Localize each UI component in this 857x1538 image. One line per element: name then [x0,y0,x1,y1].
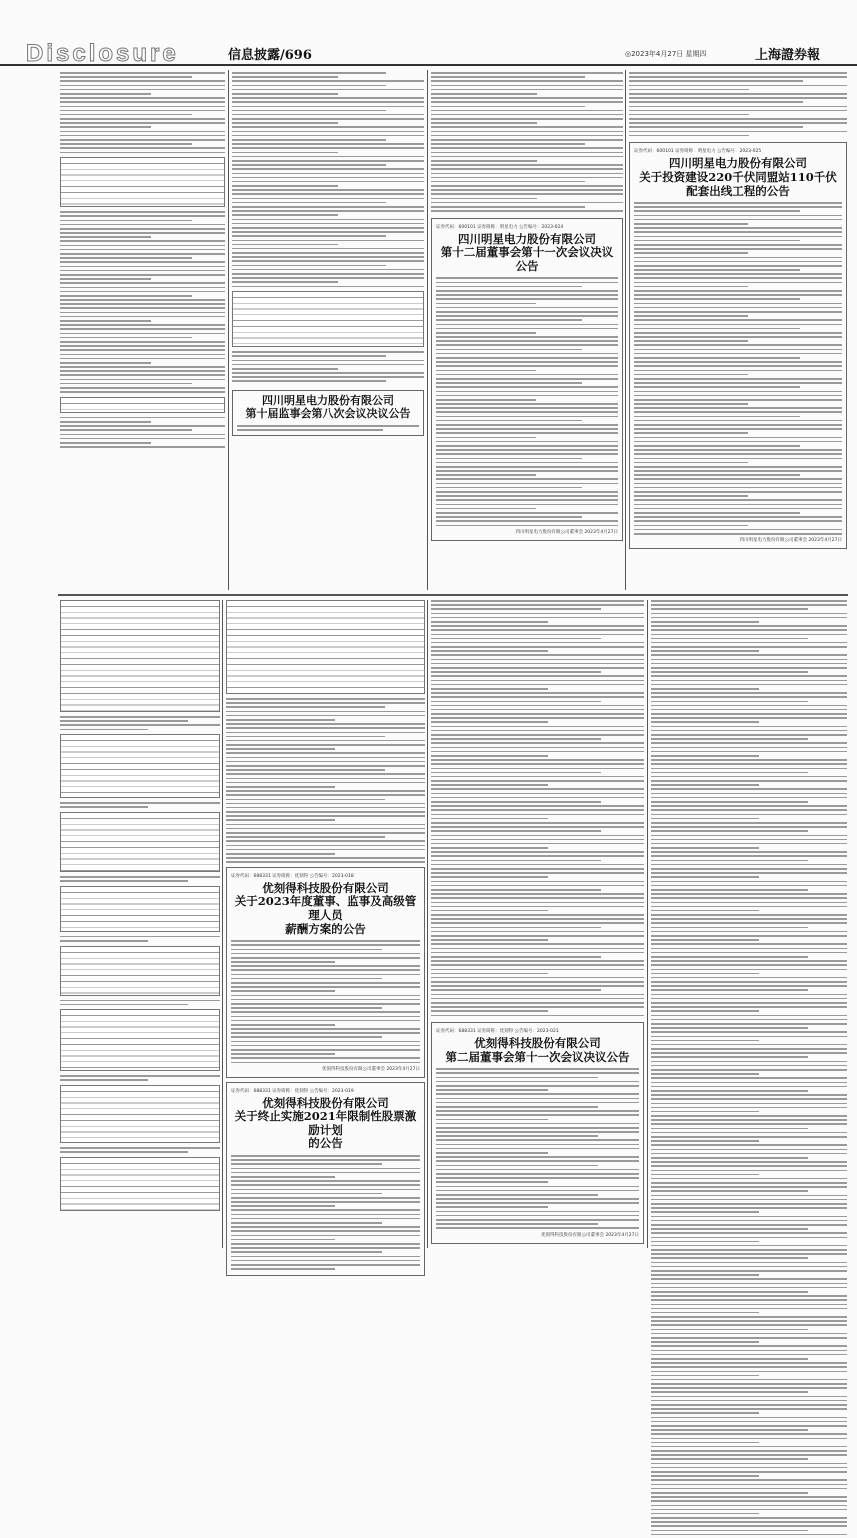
column-rule [625,70,626,590]
column-rule [228,70,229,590]
data-table [60,157,225,207]
notice-box [629,142,847,549]
column-rule [222,600,223,1248]
column-rule [427,70,428,590]
notice-title: 关于2023年度董事、监事及高级管理人员 [234,894,417,923]
notice-box [431,1022,644,1243]
data-table [60,946,220,996]
notice-meta: 证券代码：600101 证券简称：明星电力 公告编号：2023-025 [634,149,762,155]
column-top-1 [60,72,225,450]
newspaper-name: 上海證券報 [755,48,821,63]
data-table [60,1085,220,1143]
notice-footer: 四川明星电力股份有限公司董事会 2023年4月27日 [739,538,842,544]
notice-title: 薪酬方案的公告 [285,921,366,936]
notice-box [431,218,623,541]
data-table [60,886,220,932]
notice-title: 配套出线工程的公告 [686,183,790,198]
column-rule [427,600,428,1248]
masthead [0,0,857,66]
notice-box [232,390,424,436]
column-rule [647,600,648,1248]
notice-title: 第十二届董事会第十一次会议决议公告 [440,245,614,273]
column-top-2 [232,72,424,436]
column-bottom-2 [226,600,425,1276]
notice-title: 四川明星电力股份有限公司 [262,394,394,408]
notice-title: 四川明星电力股份有限公司 [669,156,807,171]
data-table [232,291,424,347]
notice-title: 的公告 [308,1136,343,1151]
notice-meta: 证券代码：600101 证券简称：明星电力 公告编号：2023-024 [436,224,564,230]
notice-title: 关于终止实施2021年限制性股票激励计划 [234,1109,417,1137]
notice-title: 第十届监事会第八次会议决议公告 [245,407,411,421]
data-table [60,397,225,413]
data-table [60,600,220,712]
column-top-3 [431,72,623,541]
brand-wordmark: Disclosure [26,40,179,67]
notice-title: 优刻得科技股份有限公司 [262,1095,389,1110]
column-bottom-4 [651,600,847,1538]
issue-date: ◎2023年4月27日 星期四 [625,50,707,58]
section-title: 信息披露/696 [228,48,312,63]
notice-title: 关于投资建设220千伏同盟站110千伏 [639,169,837,184]
half-divider [58,594,848,596]
notice-footer: 四川明星电力股份有限公司董事会 2023年4月27日 [515,529,618,535]
notice-box [226,1082,425,1277]
notice-meta: 证券代码：688331 证券简称：优刻得 公告编号：2023-018 [231,873,354,879]
notice-meta: 证券代码：688331 证券简称：优刻得 公告编号：2023-019 [231,1088,354,1094]
notice-title: 优刻得科技股份有限公司 [262,880,389,895]
notice-box [226,867,425,1078]
notice-title: 四川明星电力股份有限公司 [458,231,596,246]
data-table [60,734,220,798]
data-table [226,600,425,694]
data-table [60,1009,220,1071]
notice-footer: 优刻得科技股份有限公司董事会 2023年4月27日 [541,1232,639,1238]
data-table [60,812,220,872]
column-bottom-1 [60,600,220,1215]
data-table [60,1157,220,1211]
column-bottom-3 [431,600,644,1244]
notice-meta: 证券代码：688331 证券简称：优刻得 公告编号：2023-021 [436,1029,559,1035]
notice-title: 优刻得科技股份有限公司 [474,1036,601,1051]
notice-footer: 优刻得科技股份有限公司董事会 2023年4月27日 [322,1066,420,1072]
column-top-4 [629,72,847,549]
notice-title: 第二届董事会第十一次会议决议公告 [445,1049,630,1064]
